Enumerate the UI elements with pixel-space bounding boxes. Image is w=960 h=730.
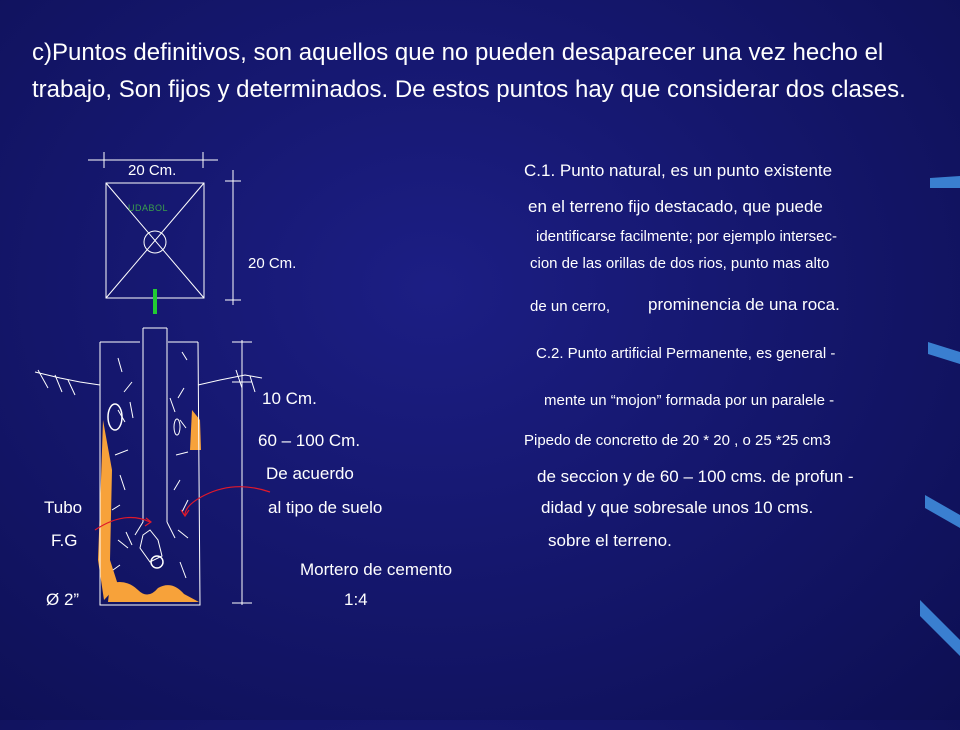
above-ground-label: 10 Cm. [262, 389, 317, 408]
depth-note-2: al tipo de suelo [268, 498, 383, 517]
tube-label-2: F.G [51, 531, 78, 550]
center-mark [144, 231, 166, 253]
c2-line-5: didad y que sobresale unos 10 cms. [541, 498, 814, 517]
stone-3 [151, 556, 163, 568]
c2-line-4: de seccion y de 60 – 100 cms. de profun - [537, 467, 854, 486]
decorative-stripes [920, 170, 960, 730]
stone-1 [108, 404, 122, 430]
c2-line-2: mente un “mojon” formada por un paralele - [544, 392, 835, 409]
top-height-label: 20 Cm. [248, 255, 297, 272]
depth-note-1: De acuerdo [266, 464, 354, 483]
side-view [35, 328, 262, 605]
pin-mark [153, 289, 157, 314]
mortar-label-1: Mortero de cemento [300, 560, 453, 579]
tube-label-3: Ø 2” [46, 590, 80, 609]
c1-line-5a: de un cerro, [530, 298, 611, 315]
mortar-label-2: 1:4 [344, 590, 368, 609]
c1-line-4: cion de las orillas de dos rios, punto mas alto [530, 255, 830, 272]
stone-2 [174, 419, 180, 435]
tube-label-1: Tubo [44, 498, 83, 517]
c1-line-3: identificarse facilmente; por ejemplo intersec- [536, 228, 837, 245]
label-arrows [95, 487, 270, 530]
slide-title: c)Puntos definitivos, son aquellos que no pueden desaparecer una vez hecho el trabajo, Son fijos y determinados. De estos puntos hay que considerar dos clases. [32, 39, 906, 103]
c1-line-5b: prominencia de una roca. [648, 295, 840, 314]
depth-label: 60 – 100 Cm. [258, 431, 361, 450]
c1-line-2: en el terreno fijo destacado, que puede [528, 197, 823, 216]
c2-line-1: C.2. Punto artificial Permanente, es general - [536, 345, 836, 362]
udabol-watermark: UDABOL [128, 203, 169, 213]
c1-line-1: C.1. Punto natural, es un punto existente [524, 161, 833, 180]
top-width-label: 20 Cm. [128, 162, 177, 179]
c2-line-3: Pipedo de concretto de 20 * 20 , o 25 *25 cm3 [524, 432, 831, 449]
c2-line-6: sobre el terreno. [548, 531, 672, 550]
